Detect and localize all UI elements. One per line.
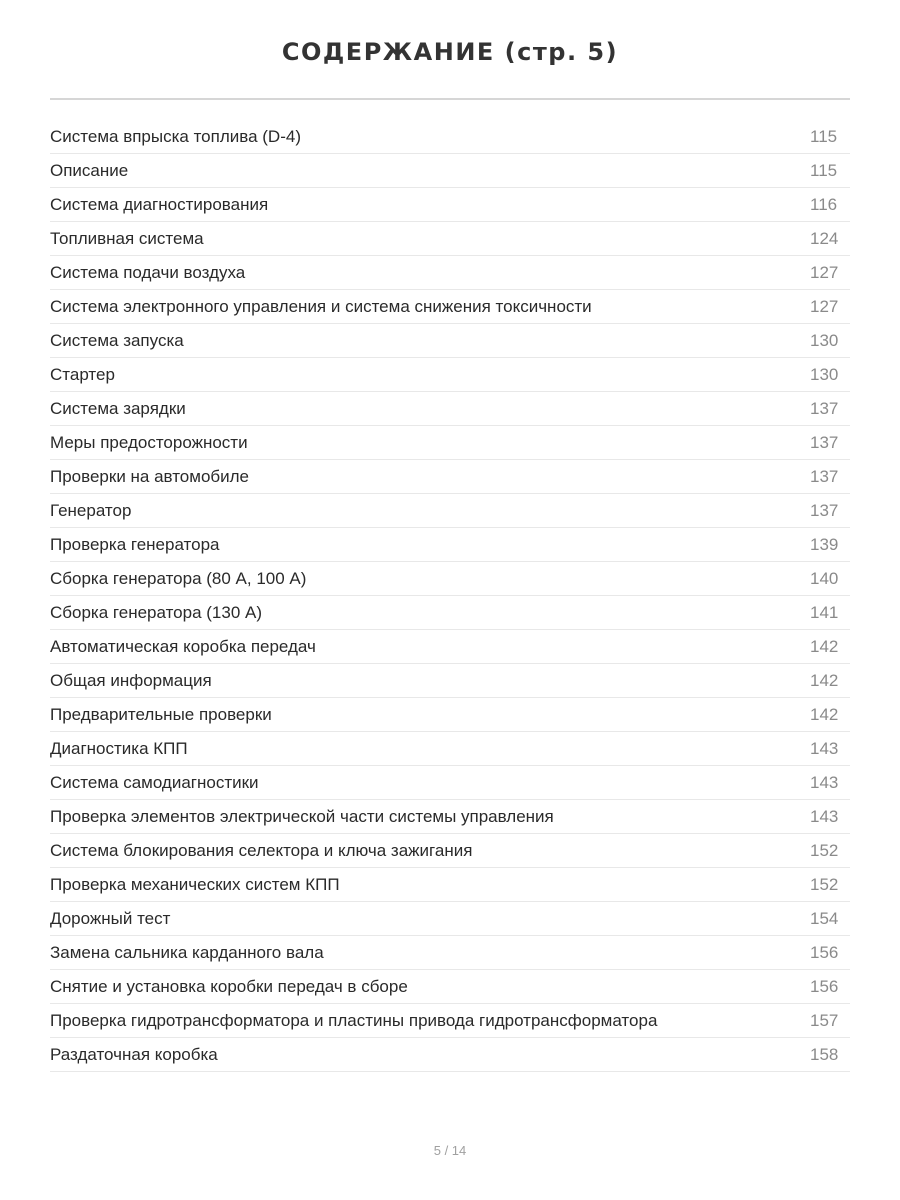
toc-row[interactable] <box>50 834 850 868</box>
toc-entry-page: 115 <box>810 126 838 146</box>
toc-entry-page: 127 <box>810 296 839 316</box>
toc-entry-title: Система электронного управления и система снижения токсичности <box>50 296 592 316</box>
toc-entry-title: Диагностика КПП <box>50 738 188 758</box>
toc-entry-page: 156 <box>810 942 839 962</box>
toc-entry-page: 158 <box>810 1044 839 1064</box>
toc-entry-title: Общая информация <box>50 670 212 690</box>
toc-entry-title: Меры предосторожности <box>50 432 248 452</box>
toc-row[interactable] <box>50 1004 850 1038</box>
toc-entry-title: Снятие и установка коробки передач в сборе <box>50 976 408 996</box>
toc-row[interactable] <box>50 766 850 800</box>
toc-entry-page: 127 <box>810 262 839 282</box>
toc-entry-page: 140 <box>810 568 839 588</box>
toc-entry-page: 124 <box>810 228 839 248</box>
toc-row[interactable] <box>50 188 850 222</box>
toc-entry-page: 137 <box>810 466 839 486</box>
toc-entry-title: Топливная система <box>50 228 204 248</box>
toc-row[interactable] <box>50 290 850 324</box>
toc-entry-page: 142 <box>810 670 839 690</box>
toc-entry-page: 130 <box>810 330 839 350</box>
toc-entry-title: Описание <box>50 160 129 180</box>
page-counter: 5 / 14 <box>433 1143 467 1158</box>
toc-entry-page: 137 <box>810 500 839 520</box>
toc-entry-title: Система впрыска топлива (D-4) <box>50 126 301 146</box>
toc-row[interactable] <box>50 324 850 358</box>
toc-entry-page: 115 <box>810 160 838 180</box>
toc-entry-title: Система зарядки <box>50 398 186 418</box>
toc-row[interactable] <box>50 528 850 562</box>
toc-entry-title: Система запуска <box>50 330 184 350</box>
toc-entry-title: Система диагностирования <box>50 194 269 214</box>
toc-entry-title: Система подачи воздуха <box>50 262 246 282</box>
page-title: СОДЕРЖАНИЕ (стр. 5) <box>281 38 619 66</box>
title-divider <box>50 98 850 100</box>
toc-entry-page: 152 <box>810 840 839 860</box>
toc-entry-page: 141 <box>810 602 839 622</box>
toc-entry-page: 143 <box>810 738 839 758</box>
toc-row[interactable] <box>50 460 850 494</box>
toc-entry-title: Генератор <box>50 500 132 520</box>
toc-entry-title: Стартер <box>50 364 115 384</box>
toc-entry-page: 116 <box>810 194 838 214</box>
toc-entry-page: 142 <box>810 636 839 656</box>
toc-entry-title: Система самодиагностики <box>50 772 259 792</box>
toc-row[interactable] <box>50 868 850 902</box>
toc-row[interactable] <box>50 664 850 698</box>
toc-entry-page: 143 <box>810 772 839 792</box>
toc-entry-page: 154 <box>810 908 839 928</box>
toc-entry-title: Система блокирования селектора и ключа зажигания <box>50 840 473 860</box>
toc-row[interactable] <box>50 562 850 596</box>
toc-entry-page: 137 <box>810 432 839 452</box>
toc-entry-title: Сборка генератора (130 А) <box>50 602 263 622</box>
toc-entry-title: Сборка генератора (80 А, 100 А) <box>50 568 307 588</box>
toc-entry-title: Проверка механических систем КПП <box>50 874 340 894</box>
toc-row[interactable] <box>50 120 850 154</box>
toc-row[interactable] <box>50 222 850 256</box>
toc-entry-page: 156 <box>810 976 839 996</box>
toc-entry-title: Замена сальника карданного вала <box>50 942 324 962</box>
toc-row[interactable] <box>50 426 850 460</box>
toc-row[interactable] <box>50 936 850 970</box>
toc-row[interactable] <box>50 596 850 630</box>
toc-entry-page: 130 <box>810 364 839 384</box>
toc-row[interactable] <box>50 970 850 1004</box>
toc-row[interactable] <box>50 358 850 392</box>
toc-entry-title: Проверка генератора <box>50 534 220 554</box>
toc-entry-title: Раздаточная коробка <box>50 1044 218 1064</box>
toc-row[interactable] <box>50 630 850 664</box>
toc-row[interactable] <box>50 154 850 188</box>
toc-entry-title: Автоматическая коробка передач <box>50 636 316 656</box>
toc-entry-page: 142 <box>810 704 839 724</box>
toc-entry-title: Дорожный тест <box>50 908 171 928</box>
toc-row[interactable] <box>50 494 850 528</box>
toc-entry-page: 143 <box>810 806 839 826</box>
toc-entry-title: Проверка элементов электрической части системы управления <box>50 806 554 826</box>
toc-entry-title: Предварительные проверки <box>50 704 272 724</box>
toc-row[interactable] <box>50 800 850 834</box>
toc-entry-title: Проверка гидротрансформатора и пластины привода гидротрансформатора <box>50 1010 658 1030</box>
toc-row[interactable] <box>50 392 850 426</box>
toc-entry-page: 152 <box>810 874 839 894</box>
toc-entry-page: 139 <box>810 534 839 554</box>
toc-entry-title: Проверки на автомобиле <box>50 466 250 486</box>
table-of-contents <box>50 120 850 1072</box>
toc-row[interactable] <box>50 732 850 766</box>
toc-row[interactable] <box>50 698 850 732</box>
toc-entry-page: 157 <box>810 1010 839 1030</box>
toc-row[interactable] <box>50 1038 850 1072</box>
toc-row[interactable] <box>50 256 850 290</box>
toc-row[interactable] <box>50 902 850 936</box>
toc-entry-page: 137 <box>810 398 839 418</box>
